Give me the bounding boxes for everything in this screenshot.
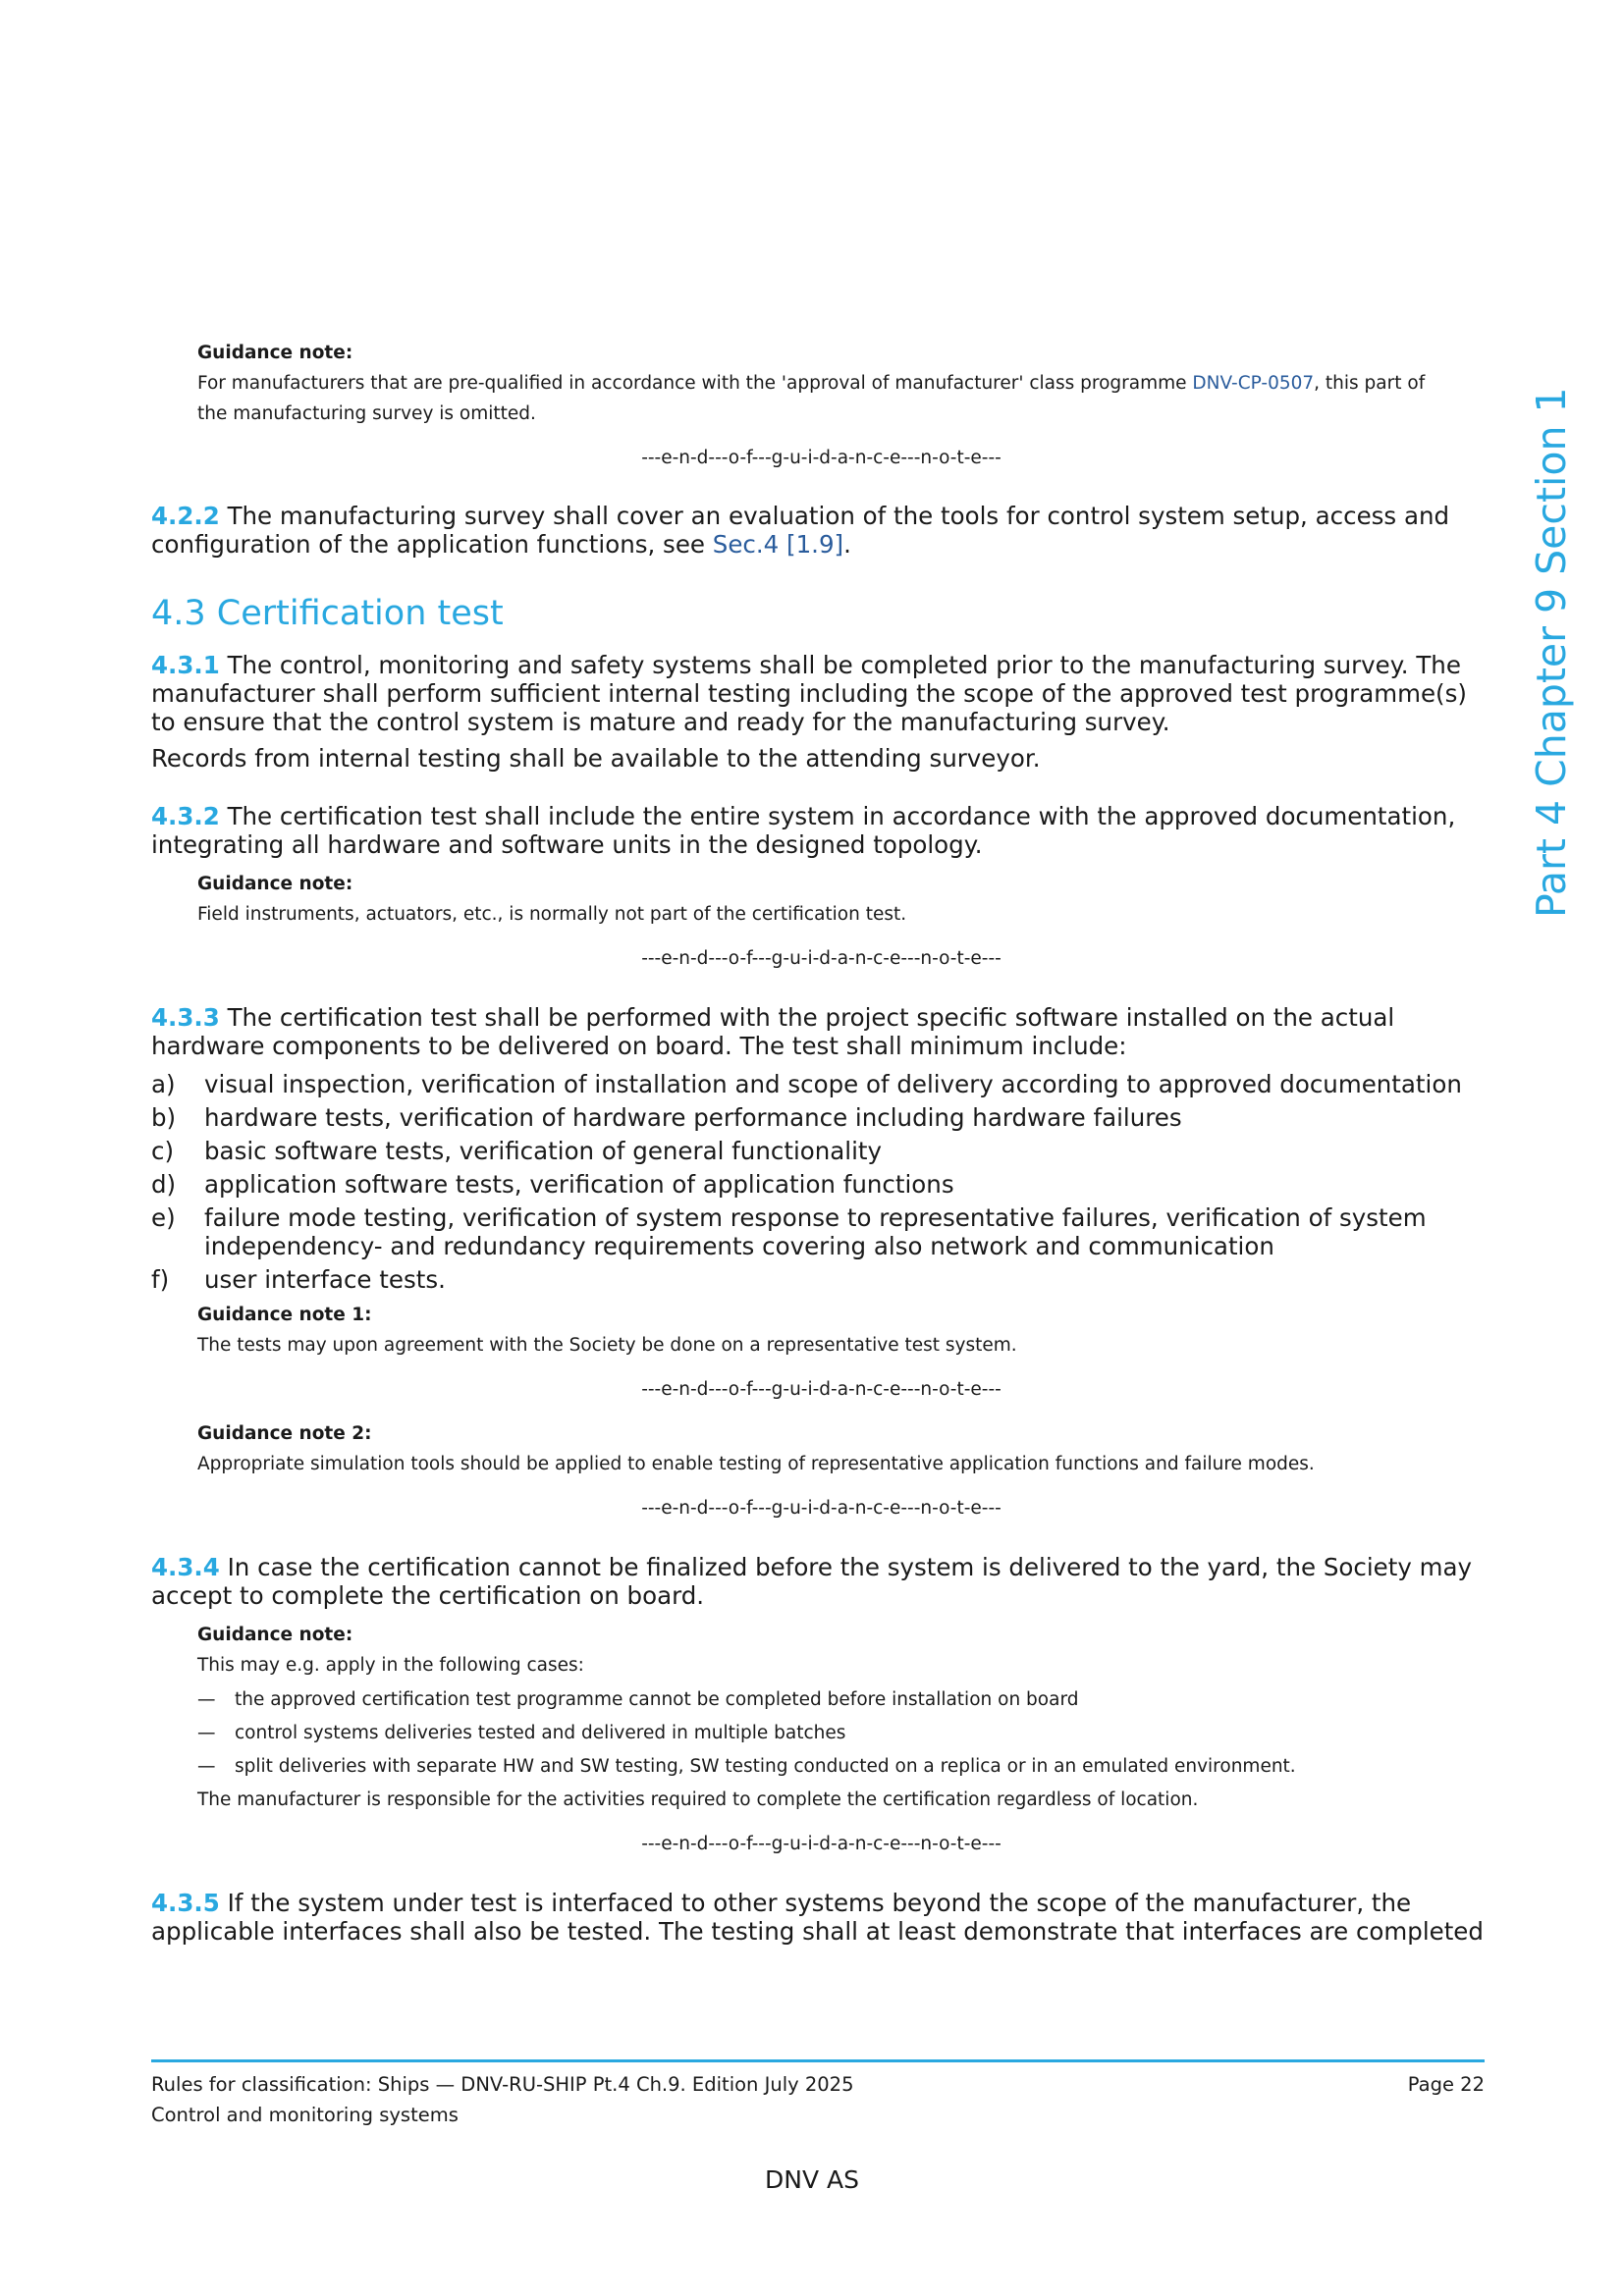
guidance-note-text: For manufacturers that are pre-qualified in accordance with the 'approval of manufacturer' class programme DNV-CP-0507, this part of the manufacturing survey is omitted. [197, 373, 1426, 424]
list-item: a) visual inspection, verification of installation and scope of delivery according to approved documentation [151, 1070, 1462, 1098]
dnv-cp-0507-link[interactable]: DNV-CP-0507 [1192, 373, 1315, 394]
guidance-end-marker: ---e-n-d---o-f---g-u-i-d-a-n-c-e---n-o-t-e--- [641, 448, 1001, 468]
guidance-note-text: Field instruments, actuators, etc., is normally not part of the certification test. [197, 904, 907, 925]
company-name: DNV AS [765, 2165, 859, 2194]
guidance-end-marker: ---e-n-d---o-f---g-u-i-d-a-n-c-e---n-o-t-e--- [641, 1379, 1001, 1400]
guidance-note-text: The tests may upon agreement with the Society be done on a representative test system. [197, 1335, 1017, 1356]
section-heading: 4.3 Certification test [151, 594, 504, 633]
list-item: f) user interface tests. [151, 1265, 446, 1294]
guidance-note [197, 1620, 1445, 1859]
guidance-note-title: Guidance note 2: [197, 1423, 372, 1444]
list-item: e) failure mode testing, verification of system response to representative failures, verification of system independency- and redundancy requirements covering also network and communication [151, 1203, 1427, 1260]
paragraph-4-3-2: 4.3.2 The certification test shall include the entire system in accordance with the approved documentation, integrating all hardware and software units in the designed topology. [151, 802, 1456, 859]
guidance-note-intro: This may e.g. apply in the following cases: [197, 1655, 584, 1676]
list-item: — the approved certification test programme cannot be completed before installation on board [197, 1689, 1079, 1710]
paragraph-number: 4.3.2 [151, 802, 220, 830]
footer [151, 2069, 1485, 2130]
guidance-note-title: Guidance note: [197, 874, 353, 894]
paragraph-number: 4.3.4 [151, 1553, 220, 1581]
paragraph-number: 4.3.3 [151, 1003, 220, 1032]
list-item: — control systems deliveries tested and delivered in multiple batches [197, 1723, 846, 1743]
guidance-end-marker: ---e-n-d---o-f---g-u-i-d-a-n-c-e---n-o-t-e--- [641, 1834, 1001, 1854]
paragraph-4-2-2: 4.2.2 The manufacturing survey shall cover an evaluation of the tools for control system setup, access and configuration of the application functions, see Sec.4 [1.9]. [151, 502, 1450, 559]
paragraph-4-3-3: 4.3.3 The certification test shall be performed with the project specific software installed on the actual hardware components to be delivered on board. The test shall minimum include: [151, 1003, 1395, 1060]
page-number: Page 22 [1407, 2073, 1485, 2096]
footer-rules-line: Rules for classification: Ships — DNV-RU-SHIP Pt.4 Ch.9. Edition July 2025 [151, 2073, 854, 2096]
guidance-note-2 [197, 1418, 1445, 1523]
paragraph-number: 4.3.1 [151, 651, 220, 679]
guidance-note-title: Guidance note: [197, 1625, 353, 1645]
paragraph-4-3-4: 4.3.4 In case the certification cannot be finalized before the system is delivered to the yard, the Society may accept to complete the certification on board. [151, 1553, 1472, 1610]
list-item: b) hardware tests, verification of hardware performance including hardware failures [151, 1103, 1182, 1132]
paragraph-number: 4.2.2 [151, 502, 220, 530]
guidance-end-marker: ---e-n-d---o-f---g-u-i-d-a-n-c-e---n-o-t-e--- [641, 1498, 1001, 1519]
guidance-note [197, 338, 1445, 473]
guidance-note-title: Guidance note 1: [197, 1305, 372, 1325]
guidance-note [197, 869, 1445, 974]
test-list [151, 1070, 1485, 1294]
guidance-note-outro: The manufacturer is responsible for the activities required to complete the certification regardless of location. [197, 1789, 1199, 1810]
document-body [151, 338, 1485, 1946]
paragraph-number: 4.3.5 [151, 1889, 220, 1917]
footer-divider [151, 2059, 1485, 2062]
list-item: c) basic software tests, verification of general functionality [151, 1137, 882, 1165]
paragraph-4-3-1-records: Records from internal testing shall be available to the attending surveyor. [151, 744, 1041, 773]
paragraph-4-3-5: 4.3.5 If the system under test is interfaced to other systems beyond the scope of the manufacturer, the applicable interfaces shall also be tested. The testing shall at least demonstrate that interfaces are completed [151, 1889, 1484, 1946]
guidance-note-1 [197, 1300, 1445, 1405]
paragraph-4-3-1: 4.3.1 The control, monitoring and safety systems shall be completed prior to the manufacturing survey. The manufacturer shall perform sufficient internal testing including the scope of the approved test programme(s) to ensure that the control system is mature and ready for the manufacturing survey. [151, 651, 1467, 736]
guidance-end-marker: ---e-n-d---o-f---g-u-i-d-a-n-c-e---n-o-t-e--- [641, 948, 1001, 969]
guidance-note-title: Guidance note: [197, 343, 353, 363]
sec4-link[interactable]: Sec.4 [1.9] [712, 530, 844, 559]
list-item: d) application software tests, verification of application functions [151, 1170, 954, 1199]
guidance-note-text: Appropriate simulation tools should be applied to enable testing of representative application functions and failure modes. [197, 1454, 1315, 1474]
cases-list [197, 1684, 1445, 1782]
list-item: — split deliveries with separate HW and SW testing, SW testing conducted on a replica or in an emulated environment. [197, 1756, 1296, 1777]
footer-subtitle: Control and monitoring systems [151, 2104, 459, 2126]
side-section-label: Part 4 Chapter 9 Section 1 [1528, 387, 1575, 918]
